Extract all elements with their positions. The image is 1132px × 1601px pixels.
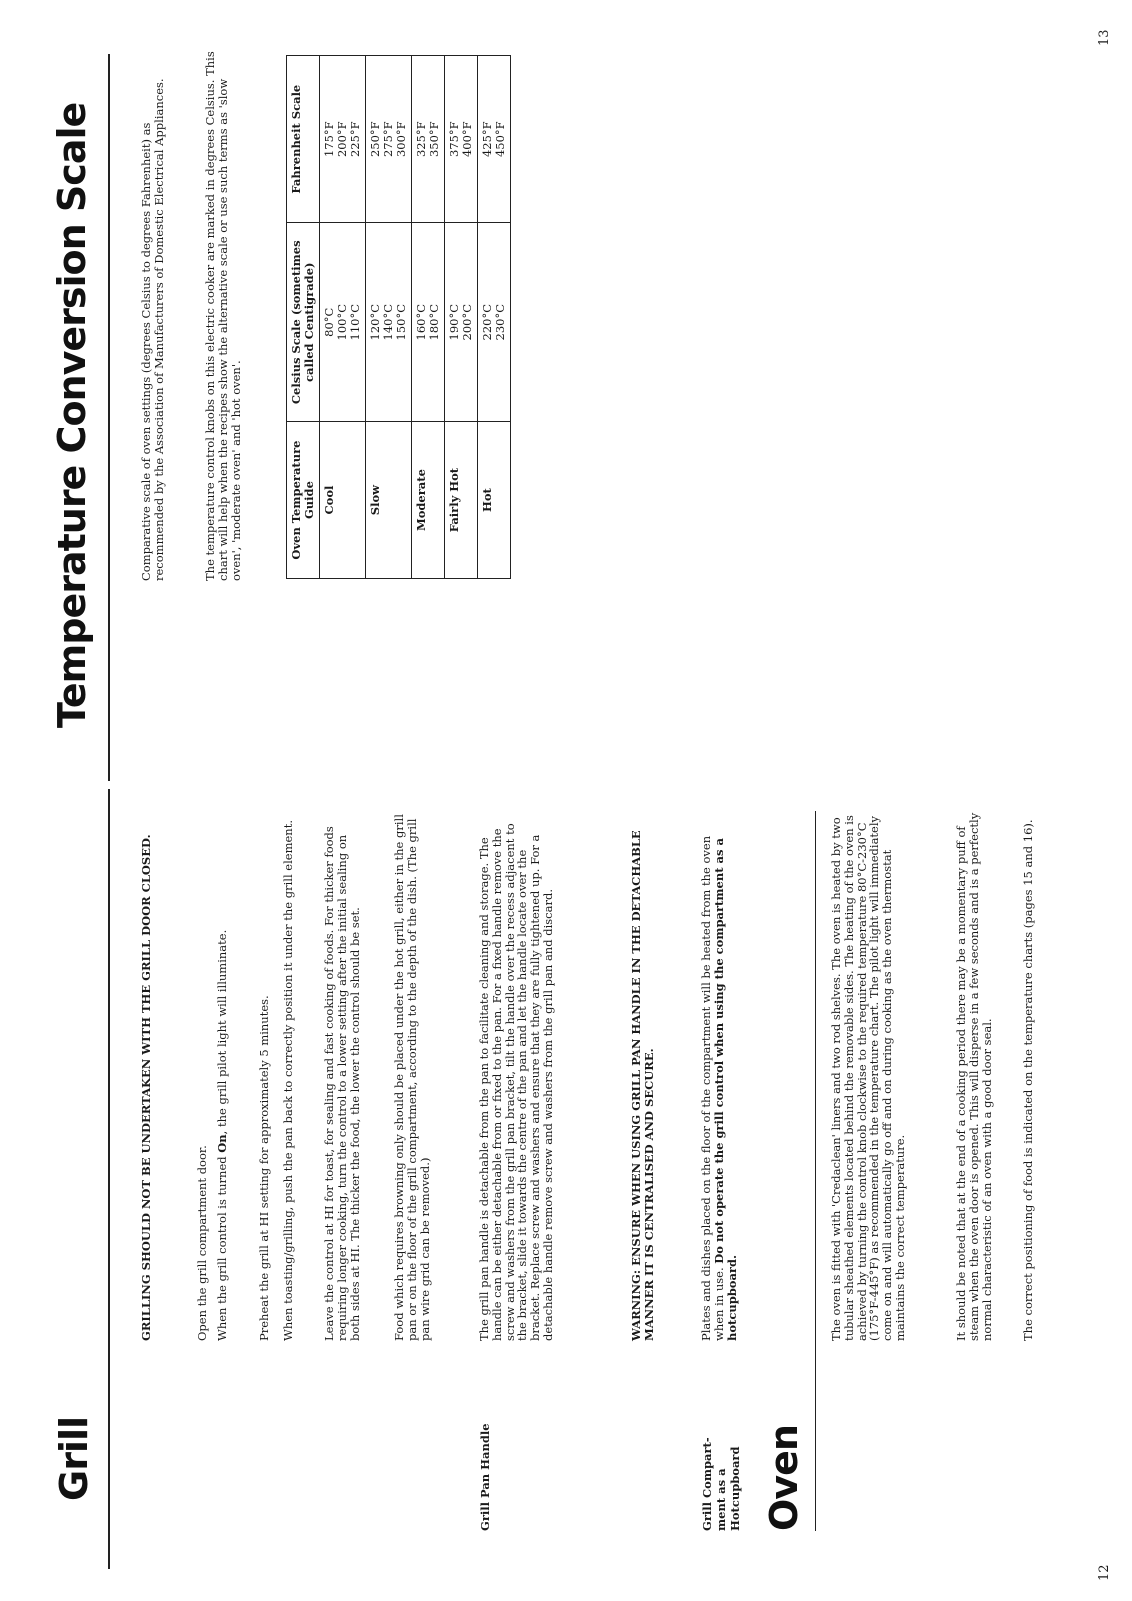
fahrenheit-cell: 375°F 400°F — [445, 56, 478, 223]
page-number-right: 13 — [1097, 29, 1112, 46]
grill-para-6: Food which requires browning only should be placed under the hot grill, either in the grill pan or on the floor of the grill compartment, according to the depth of the dish. (The grill pan wire grid can be removed.) — [392, 814, 432, 1341]
guide-cell: Cool — [320, 422, 366, 579]
header-celsius: Celsius Scale (sometimes called Centigrade) — [287, 223, 320, 422]
oven-para-3: The correct positioning of food is indicated on the temperature charts (pages 15 and 16). — [1021, 819, 1035, 1341]
oven-rule — [815, 811, 816, 1531]
temperature-table — [286, 55, 511, 579]
fahrenheit-cell: 175°F 200°F 225°F — [320, 56, 366, 223]
guide-cell: Hot — [478, 422, 511, 579]
grill-warning-closed: GRILLING SHOULD NOT BE UNDERTAKEN WITH THE GRILL DOOR CLOSED. — [139, 834, 153, 1341]
table-row — [366, 56, 412, 579]
grill-para-4: When toasting/grilling, push the pan back to correctly position it under the grill element. — [281, 820, 295, 1341]
celsius-cell: 160°C 180°C — [412, 223, 445, 422]
grill-para-1: Open the grill compartment door. — [195, 1145, 209, 1341]
celsius-cell: 190°C 200°C — [445, 223, 478, 422]
temperature-title: Temperature Conversion Scale — [50, 102, 94, 728]
grill-pan-handle-label: Grill Pan Handle — [478, 1423, 492, 1531]
hotcupboard-label: Grill Compart- ment as a Hotcupboard — [700, 1437, 742, 1531]
table-row — [445, 56, 478, 579]
oven-para-2: It should be noted that at the end of a cooking period there may be a momentary puff of steam when the oven door is opened. This will disperse in a few seconds and is a perfectly normal characteristic of an oven with a good door seal. — [954, 812, 994, 1341]
grill-pan-handle-text: The grill pan handle is detachable from the pan to facilitate cleaning and storage. The handle can be either detachable from or fixed to the pan. For a fixed handle remove the screw and washers from the grill pan bracket, tilt the handle over the recess adjacent to the bracket, slide it towards the centre of the pan and let the handle locate over the bracket. Replace screw and washers and ensure that they are fully tightened up. For a detachable handle remove screw and washers from the grill pan and discard. — [477, 823, 555, 1341]
oven-title: Oven — [762, 1425, 806, 1531]
grill-title: Grill — [52, 1416, 96, 1501]
temperature-rule — [108, 54, 110, 781]
grill-pan-handle-warning: WARNING: ENSURE WHEN USING GRILL PAN HANDLE IN THE DETACHABLE MANNER IT IS CENTRALISED AND SECURE. — [629, 830, 656, 1341]
grill-rule — [108, 789, 110, 1569]
hotcupboard-text: Plates and dishes placed on the floor of the compartment will be heated from the oven when in use. Do not operate the grill control when using the compartment as a hotcupboard. — [699, 835, 739, 1341]
celsius-cell: 80°C 100°C 110°C — [320, 223, 366, 422]
grill-para-3: Preheat the grill at HI setting for approximately 5 minutes. — [257, 995, 271, 1341]
guide-cell: Moderate — [412, 422, 445, 579]
page-number-left: 12 — [1097, 1564, 1112, 1581]
grill-para-2: When the grill control is turned On, the grill pilot light will illuminate. — [215, 929, 229, 1341]
fahrenheit-cell: 425°F 450°F — [478, 56, 511, 223]
fahrenheit-cell: 250°F 275°F 300°F — [366, 56, 412, 223]
guide-cell: Slow — [366, 422, 412, 579]
temperature-intro-1: Comparative scale of oven settings (degrees Celsius to degrees Fahrenheit) as recommended by the Association of Manufacturers of Domestic Electrical Appliances. — [139, 78, 166, 581]
oven-para-1: The oven is fitted with 'Credaclean' liners and two rod shelves. The oven is heated by two tubular sheathed elements located behind the removable sides. The heating of the oven is achieved by turning the control knob clockwise to the required temperature 80°C-230°C (175°F-445°F) as recommended in the temperature chart. The pilot light will immediately come on and will automatically go off and on during cooking as the oven thermostat maintains the correct temperature. — [829, 815, 907, 1341]
table-header-row — [287, 56, 320, 579]
celsius-cell: 120°C 140°C 150°C — [366, 223, 412, 422]
table-row — [478, 56, 511, 579]
header-fahrenheit: Fahrenheit Scale — [287, 56, 320, 223]
fahrenheit-cell: 325°F 350°F — [412, 56, 445, 223]
table-row — [320, 56, 366, 579]
guide-cell: Fairly Hot — [445, 422, 478, 579]
header-guide: Oven Temperature Guide — [287, 422, 320, 579]
grill-para-5: Leave the control at HI for toast, for sealing and fast cooking of foods. For thicker foods requiring longer cooking, turn the control to a lower setting after the initial sealing on both sides at HI. The thicker the food, the lower the control should be set. — [322, 826, 362, 1341]
celsius-cell: 220°C 230°C — [478, 223, 511, 422]
table-row — [412, 56, 445, 579]
temperature-intro-2: The temperature control knobs on this electric cooker are marked in degrees Celsius. This chart will help when the recipes show the alternative scale or use such terms as 'slow oven', 'moderate oven' and 'hot oven'. — [203, 51, 243, 581]
